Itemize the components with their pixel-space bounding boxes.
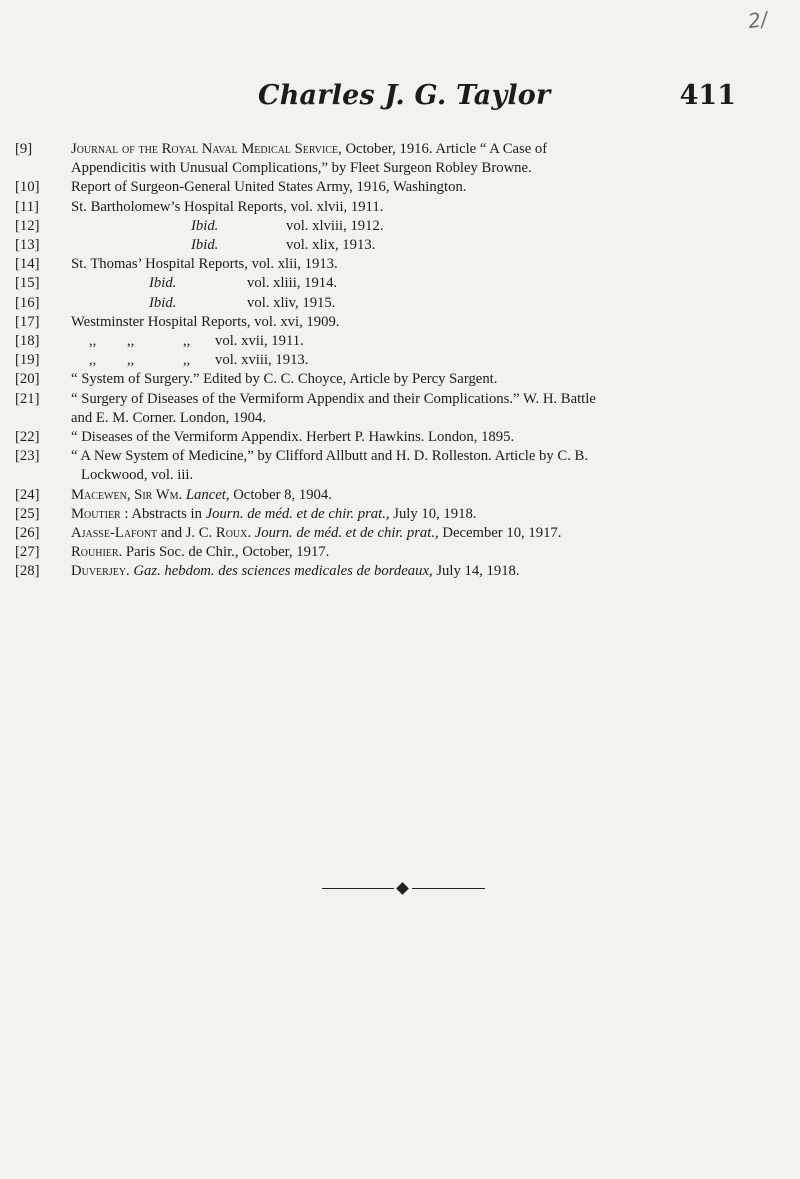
reference-number: [28]	[15, 563, 40, 580]
reference-number: [13]	[15, 237, 40, 254]
volume-info: vol. xlviii, 1912.	[286, 217, 384, 234]
reference-text	[71, 274, 790, 293]
journal-name: Journal of the Royal Naval Medical Service	[71, 141, 339, 157]
reference-item	[15, 428, 790, 447]
reference-number: [16]	[15, 294, 40, 311]
reference-text	[71, 505, 790, 524]
section-divider-ornament	[322, 883, 485, 895]
reference-item	[15, 198, 790, 217]
reference-item	[15, 524, 790, 543]
page-number: 411	[679, 80, 736, 111]
reference-item	[15, 370, 790, 389]
volume-info: vol. xliii, 1914.	[247, 275, 338, 292]
ibid-marker: Ibid.	[149, 294, 177, 311]
reference-text	[71, 217, 790, 236]
journal-name: Journ. de méd. et de chir. prat.,	[254, 525, 439, 542]
reference-number: [24]	[15, 486, 40, 503]
reference-text: Report of Surgeon-General United States Army, 1916, Washington.	[71, 179, 467, 196]
reference-detail: July 10, 1918.	[389, 505, 477, 522]
ibid-marker: Ibid.	[149, 275, 177, 292]
reference-item	[15, 294, 790, 313]
reference-line: Appendicitis with Unusual Complications,” by Fleet Surgeon Robley Browne.	[71, 160, 532, 177]
reference-text: St. Bartholomew’s Hospital Reports, vol. xlvii, 1911.	[71, 198, 384, 215]
reference-number: [14]	[15, 256, 40, 273]
journal-name: Gaz. hebdom. des sciences medicales de bordeaux,	[133, 563, 433, 580]
reference-text	[71, 447, 790, 485]
reference-number: [23]	[15, 448, 40, 465]
author-name: Moutier :	[71, 505, 129, 522]
reference-text	[71, 390, 790, 428]
reference-item	[15, 255, 790, 274]
reference-item	[15, 351, 790, 370]
reference-number: [18]	[15, 333, 40, 350]
running-header	[258, 80, 736, 120]
reference-list	[15, 140, 790, 582]
journal-name: Journ. de méd. et de chir. prat.,	[205, 505, 390, 522]
reference-number: [10]	[15, 179, 40, 196]
reference-number: [20]	[15, 371, 40, 388]
reference-number: [15]	[15, 275, 40, 292]
reference-item	[15, 543, 790, 562]
reference-item	[15, 486, 790, 505]
reference-text	[71, 562, 790, 581]
reference-text	[71, 351, 790, 370]
ditto-mark: ,,	[183, 333, 191, 350]
reference-item	[15, 274, 790, 293]
reference-text: “ Diseases of the Vermiform Appendix. Herbert P. Hawkins. London, 1895.	[71, 429, 515, 446]
reference-detail: Paris Soc. de Chir., October, 1917.	[122, 544, 330, 561]
author-name: Ajasse-Lafont	[71, 525, 158, 542]
reference-text	[71, 543, 790, 562]
reference-number: [9]	[15, 141, 33, 157]
author-name: Macewen, Sir Wm.	[71, 486, 183, 503]
reference-text: “ System of Surgery.” Edited by C. C. Choyce, Article by Percy Sargent.	[71, 371, 498, 388]
volume-info: vol. xvii, 1911.	[215, 333, 304, 350]
reference-detail: December 10, 1917.	[438, 525, 562, 542]
reference-line: “ A New System of Medicine,” by Clifford Allbutt and H. D. Rolleston. Article by C. B.	[71, 448, 589, 465]
reference-item	[15, 447, 790, 485]
ditto-mark: ,,	[183, 352, 191, 369]
reference-line: Lockwood, vol. iii.	[81, 467, 194, 484]
divider-line-right	[412, 888, 485, 889]
journal-name: Lancet,	[185, 486, 230, 503]
reference-number: [25]	[15, 505, 40, 522]
reference-item	[15, 332, 790, 351]
ibid-marker: Ibid.	[191, 217, 219, 234]
reference-number: [26]	[15, 525, 40, 542]
ditto-mark: ,,	[89, 352, 97, 369]
author-name: Roux.	[215, 525, 252, 542]
divider-line-left	[322, 888, 394, 889]
running-title: Charles J. G. Taylor	[258, 80, 551, 111]
reference-number: [17]	[15, 313, 40, 330]
diamond-ornament-icon	[396, 882, 409, 895]
reference-text	[71, 332, 790, 351]
author-name: Rouhier.	[71, 544, 123, 561]
reference-number: [12]	[15, 217, 40, 234]
volume-info: vol. xliv, 1915.	[247, 294, 336, 311]
reference-item	[15, 140, 790, 178]
reference-item	[15, 505, 790, 524]
reference-number: [11]	[15, 198, 39, 215]
ditto-mark: ,,	[89, 333, 97, 350]
reference-text: Westminster Hospital Reports, vol. xvi, 1909.	[71, 313, 340, 330]
reference-number: [21]	[15, 390, 40, 407]
reference-detail: and J. C.	[157, 525, 216, 542]
ditto-mark: ,,	[127, 352, 135, 369]
pencil-page-mark: 2/	[746, 6, 770, 34]
volume-info: vol. xlix, 1913.	[286, 237, 376, 254]
reference-item	[15, 217, 790, 236]
reference-number: [22]	[15, 429, 40, 446]
reference-text	[71, 294, 790, 313]
volume-info: vol. xviii, 1913.	[215, 352, 309, 369]
reference-line: “ Surgery of Diseases of the Vermiform Appendix and their Complications.” W. H. Battle	[71, 390, 596, 407]
reference-line-rest: , October, 1916. Article “ A Case of	[338, 141, 548, 157]
reference-item	[15, 313, 790, 332]
reference-item	[15, 178, 790, 197]
reference-detail: October 8, 1904.	[229, 486, 332, 503]
reference-text	[71, 486, 790, 505]
reference-number: [27]	[15, 544, 40, 561]
reference-text	[71, 140, 790, 178]
reference-line: and E. M. Corner. London, 1904.	[71, 409, 266, 426]
reference-item	[15, 236, 790, 255]
reference-text	[71, 524, 790, 543]
ditto-mark: ,,	[127, 333, 135, 350]
reference-detail: July 14, 1918.	[432, 563, 520, 580]
reference-item	[15, 562, 790, 581]
reference-number: [19]	[15, 352, 40, 369]
reference-detail: Abstracts in	[128, 505, 206, 522]
ibid-marker: Ibid.	[191, 237, 219, 254]
author-name: Duverjey.	[71, 563, 130, 580]
reference-text: St. Thomas’ Hospital Reports, vol. xlii, 1913.	[71, 256, 338, 273]
reference-item	[15, 390, 790, 428]
reference-text	[71, 236, 790, 255]
